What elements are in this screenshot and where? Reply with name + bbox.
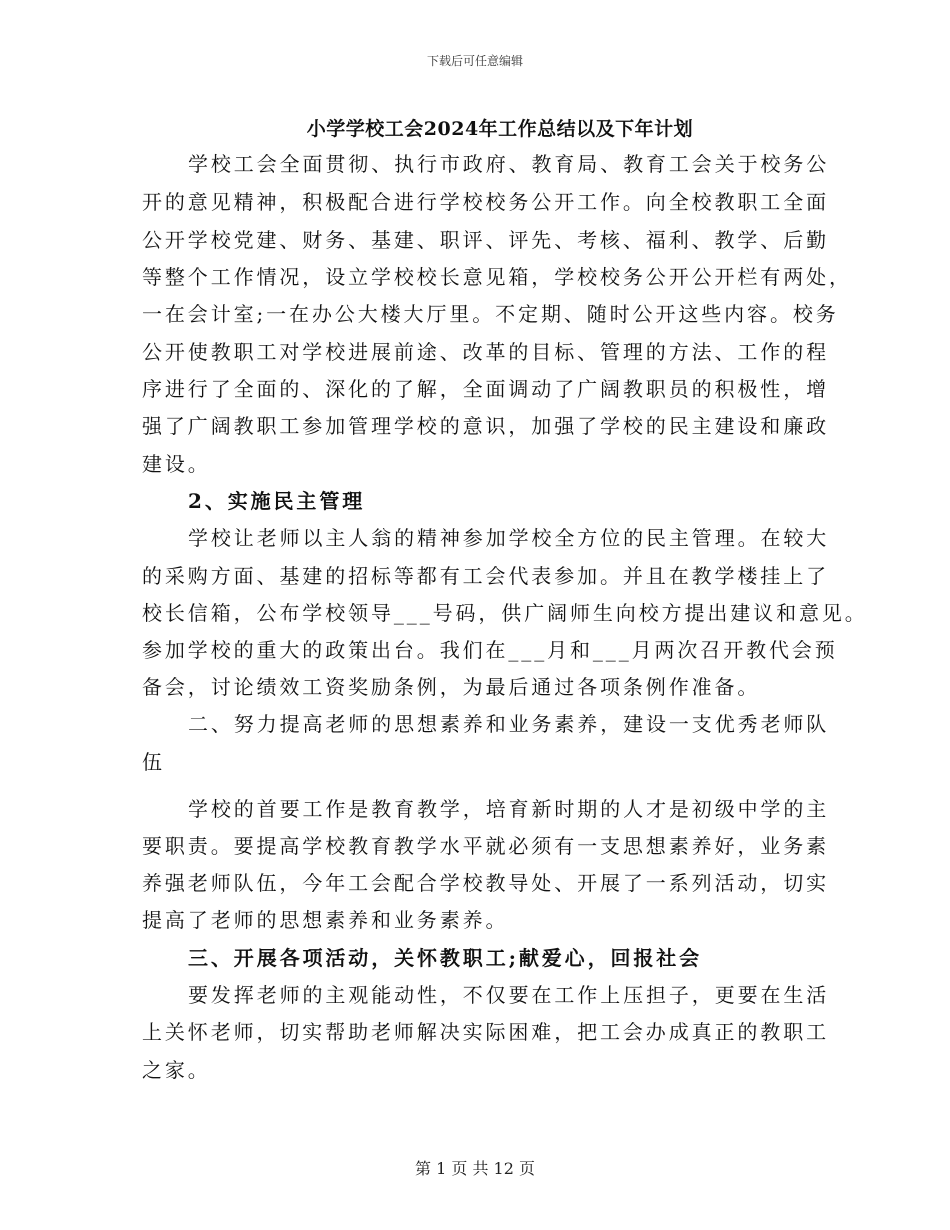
paragraph-line: 要职责。要提高学校教育教学水平就必须有一支思想素养好，业务素 <box>142 834 829 858</box>
section-heading: 二、努力提高老师的思想素养和业务素养，建设一支优秀老师队 <box>188 712 830 736</box>
document-title: 小学学校工会2024年工作总结以及下年计划 <box>306 118 694 140</box>
paragraph-line: 养强老师队伍，今年工会配合学校教导处、开展了一系列活动，切实 <box>142 871 829 895</box>
paragraph-line: 参加学校的重大的政策出台。我们在___月和___月两次召开教代会预 <box>142 638 838 662</box>
paragraph-line: 公开使教职工对学校进展前途、改革的目标、管理的方法、工作的程 <box>142 340 829 364</box>
page-number: 第 1 页 共 12 页 <box>415 1159 535 1178</box>
paragraph-line: 学校的首要工作是教育教学，培育新时期的人才是初级中学的主 <box>188 797 830 821</box>
paragraph-line: 序进行了全面的、深化的了解，全面调动了广阔教职员的积极性，增 <box>142 377 829 401</box>
paragraph-line: 备会，讨论绩效工资奖励条例，为最后通过各项条例作准备。 <box>142 675 761 699</box>
paragraph-line: 之家。 <box>142 1058 211 1082</box>
paragraph-line: 建设。 <box>142 452 211 476</box>
section-heading: 2、实施民主管理 <box>188 489 366 513</box>
page-header-note: 下载后可任意编辑 <box>426 54 523 68</box>
section-heading: 三、开展各项活动，关怀教职工;献爱心，回报社会 <box>188 946 703 970</box>
paragraph-line: 一在会计室;一在办公大楼大厅里。不定期、随时公开这些内容。校务 <box>142 302 839 326</box>
paragraph-line: 的采购方面、基建的招标等都有工会代表参加。并且在教学楼挂上了 <box>142 564 829 588</box>
paragraph-line: 校长信箱，公布学校领导___号码，供广阔师生向校方提出建议和意见。 <box>142 601 868 625</box>
paragraph-line: 伍 <box>142 750 165 774</box>
paragraph-line: 学校让老师以主人翁的精神参加学校全方位的民主管理。在较大 <box>188 526 830 550</box>
paragraph-line: 等整个工作情况，设立学校校长意见箱，学校校务公开公开栏有两处， <box>142 265 852 289</box>
paragraph-line: 开的意见精神，积极配合进行学校校务公开工作。向全校教职工全面 <box>142 190 829 214</box>
paragraph-line: 强了广阔教职工参加管理学校的意识，加强了学校的民主建设和廉政 <box>142 414 829 438</box>
paragraph-line: 学校工会全面贯彻、执行市政府、教育局、教育工会关于校务公 <box>188 152 830 176</box>
paragraph-line: 要发挥老师的主观能动性，不仅要在工作上压担子，更要在生活 <box>188 983 830 1007</box>
paragraph-line: 上关怀老师，切实帮助老师解决实际困难，把工会办成真正的教职工 <box>142 1020 829 1044</box>
paragraph-line: 提高了老师的思想素养和业务素养。 <box>142 908 509 932</box>
paragraph-line: 公开学校党建、财务、基建、职评、评先、考核、福利、教学、后勤 <box>142 228 829 252</box>
